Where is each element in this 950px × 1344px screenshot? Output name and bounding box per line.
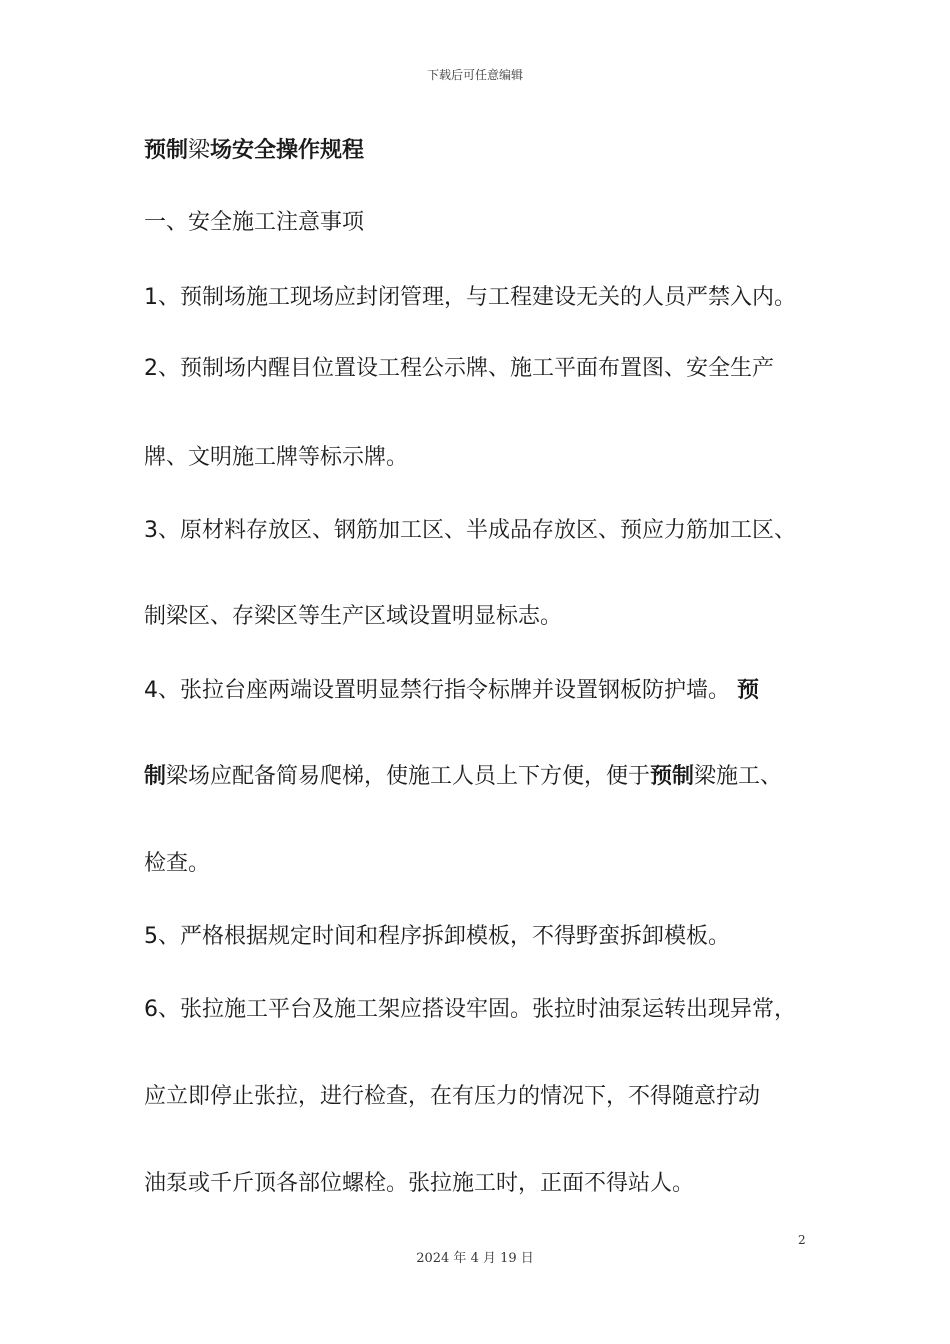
item-4-line-2-text-1: 梁场应配备简易爬梯，使施工人员上下方便，便于 bbox=[166, 764, 651, 789]
item-6-line-2: 应立即停止张拉，进行检查，在有压力的情况下，不得随意拧动 bbox=[144, 1084, 761, 1109]
title-part-2: 梁 bbox=[188, 138, 211, 163]
section-heading: 一、安全施工注意事项 bbox=[144, 210, 365, 235]
item-4-line-2-bold-1: 制 bbox=[144, 764, 167, 789]
header-note: 下载后可任意编辑 bbox=[426, 68, 523, 82]
item-3-line-2: 制梁区、存梁区等生产区域设置明显标志。 bbox=[144, 604, 563, 629]
document-title bbox=[144, 136, 364, 166]
item-2-line-1: 2、预制场内醒目位置设工程公示牌、施工平面布置图、安全生产 bbox=[144, 356, 774, 381]
item-2-line-2: 牌、文明施工牌等标示牌。 bbox=[144, 445, 409, 470]
item-4-line-2 bbox=[144, 762, 782, 792]
item-1-line-1: 1、预制场施工现场应封闭管理，与工程建设无关的人员严禁入内。 bbox=[144, 285, 796, 310]
item-4-line-1-bold: 预 bbox=[737, 678, 760, 703]
item-6-line-1: 6、张拉施工平台及施工架应搭设牢固。张拉时油泵运转出现异常， bbox=[144, 997, 796, 1022]
item-4-line-1-text: 4、张拉台座两端设置明显禁行指令标牌并设置钢板防护墙。 bbox=[144, 678, 737, 703]
footer-date: 2024 年 4 月 19 日 bbox=[416, 1251, 534, 1266]
item-6-line-3: 油泵或千斤顶各部位螺栓。张拉施工时，正面不得站人。 bbox=[144, 1171, 695, 1196]
title-part-1: 预制 bbox=[144, 138, 189, 163]
item-5-line-1: 5、严格根据规定时间和程序拆卸模板，不得野蛮拆卸模板。 bbox=[144, 924, 730, 949]
title-part-3: 场安全操作规程 bbox=[210, 138, 365, 163]
item-3-line-1: 3、原材料存放区、钢筋加工区、半成品存放区、预应力筋加工区、 bbox=[144, 518, 796, 543]
item-4-line-3: 检查。 bbox=[144, 851, 211, 876]
item-4-line-1 bbox=[144, 676, 759, 706]
page-number: 2 bbox=[798, 1233, 806, 1247]
item-4-line-2-text-2: 梁施工、 bbox=[694, 764, 783, 789]
item-4-line-2-bold-2: 预制 bbox=[650, 764, 695, 789]
